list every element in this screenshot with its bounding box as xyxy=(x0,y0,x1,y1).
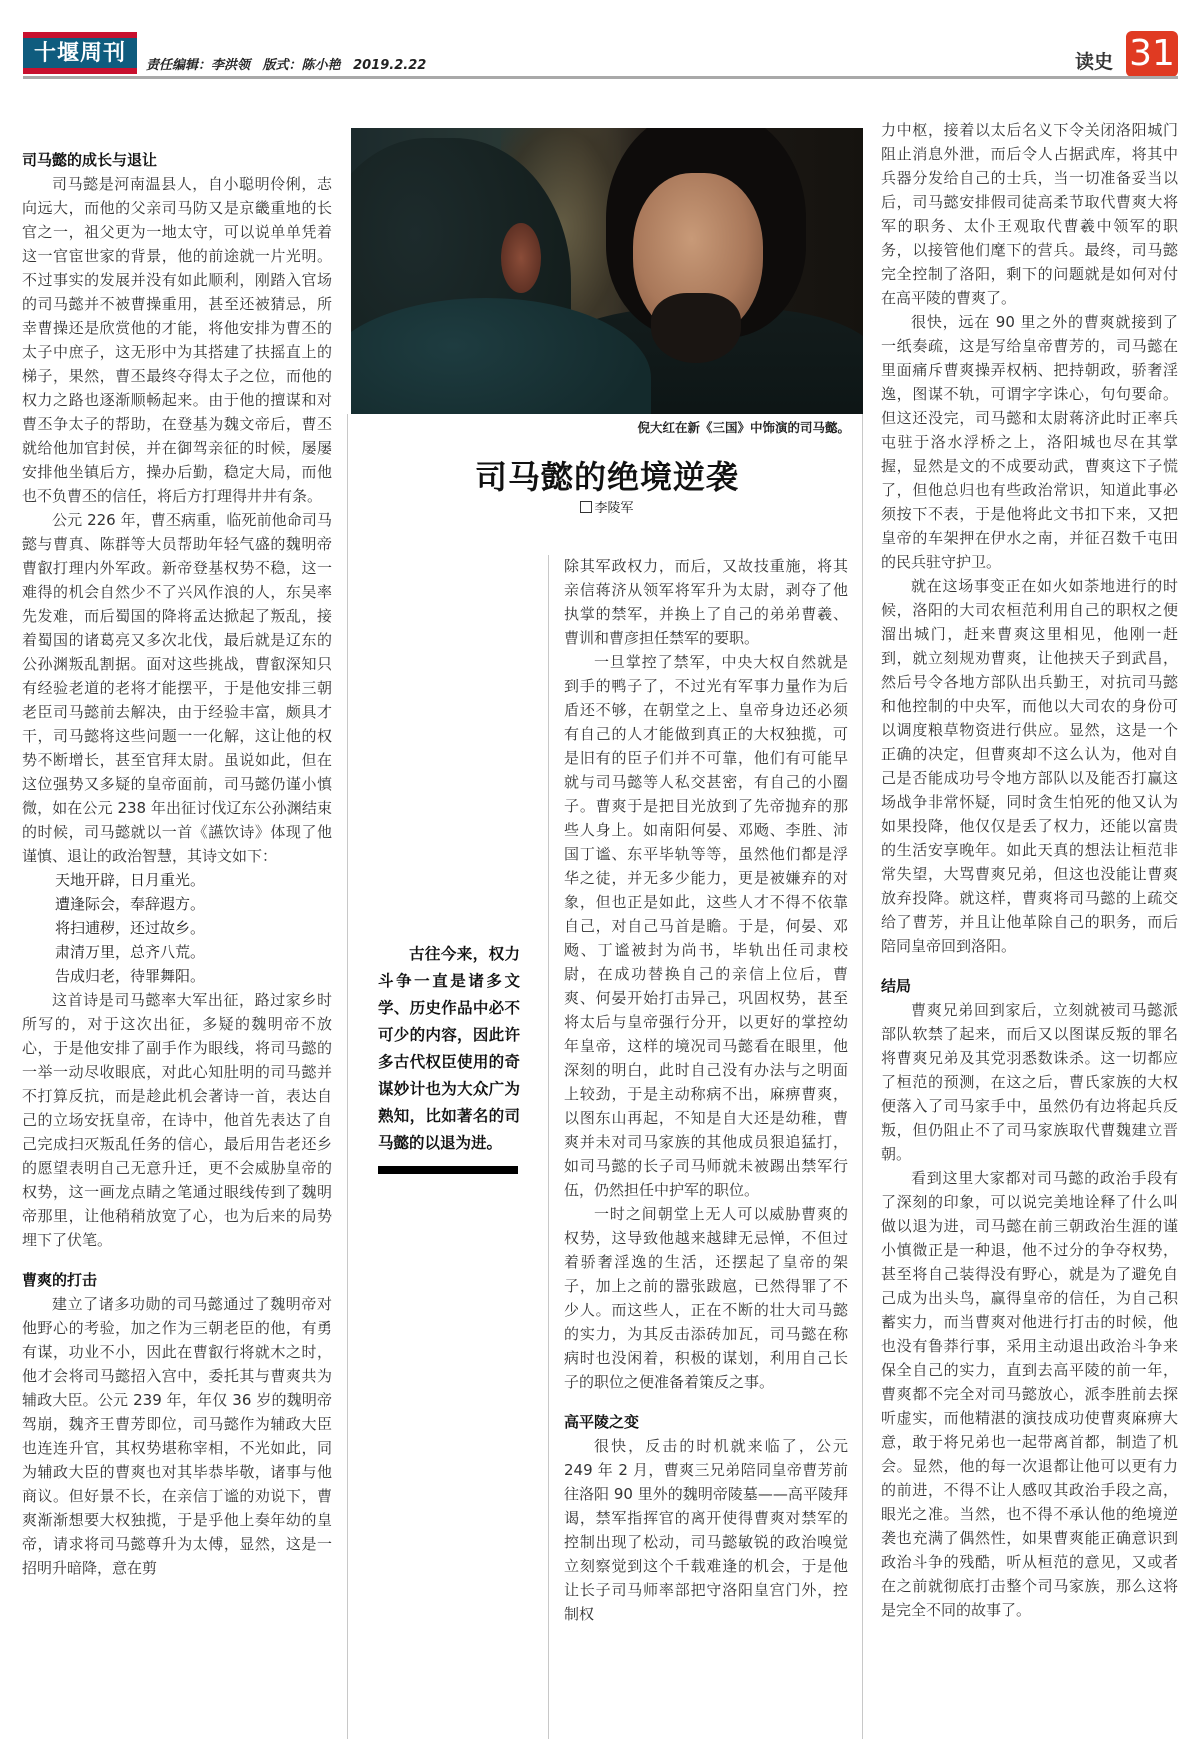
pull-quote: 古往今来，权力斗争一直是诸多文学、历史作品中必不可少的内容，因此许多古代权臣使用的奇谋妙计也为大众广为熟知，比如著名的司马懿的以退为进。 xyxy=(378,944,520,1152)
paragraph: 公元 226 年，曹丕病重，临死前他命司马懿与曹真、陈群等大员帮助年轻气盛的魏明帝曹叡打理内外军政。新帝登基权势不稳，这一难得的机会自然少不了兴风作浪的人，东吴率先发难，而后蜀国的降将孟达掀起了叛乱，接着蜀国的诸葛亮又多次北伐，最后就是辽东的公孙渊叛乱割据。面对这些挑战，曹叡深知只有经验老道的老将才能摆平，于是他安排三朝老臣司马懿前去解决，由于经验丰富，颇具才干，司马懿将这些问题一一化解，这让他的权势不断增长，甚至官拜太尉。虽说如此，但在这位强势又多疑的皇帝面前，司马懿仍谨小慎微，如在公元 238 年出征讨伐辽东公孙渊结束的时候，司马懿就以一首《讌饮诗》体现了他谨慎、退让的政治智慧，其诗文如下： xyxy=(22,511,332,865)
publication-logo xyxy=(23,32,137,74)
header-divider xyxy=(23,76,1178,79)
section-label: 读史 xyxy=(1075,51,1114,73)
publication-logo-text: 十堰周刊 xyxy=(23,38,137,68)
page-number-badge: 31 xyxy=(1126,31,1178,77)
credits-line xyxy=(146,54,434,73)
pull-quote-block xyxy=(378,940,520,1174)
paragraph: 很快，远在 90 里之外的曹爽就接到了一纸奏疏，这是写给皇帝曹芳的，司马懿在里面痛斥曹爽操弄权柄、把持朝政，骄奢淫逸，图谋不轨，可谓字字诛心，句句要命。但这还没完，司马懿和太尉蒋济此时正率兵屯驻于洛水浮桥之上，洛阳城也尽在其掌握，显然是文的不成要动武，曹爽这下子慌了，但他总归也有些政治常识，知道此事必须按下不表，于是他将此文书扣下来，又把皇帝的车架押在伊水之南，并征召数千屯田的民兵驻守护卫。 xyxy=(881,313,1178,571)
poem-line: 告成归老，待罪舞阳。 xyxy=(55,967,206,985)
column-divider xyxy=(347,414,348,1739)
poem xyxy=(22,868,332,988)
byline-box-icon xyxy=(580,501,592,513)
paragraph: 很快，反击的时机就来临了，公元 249 年 2 月，曹爽三兄弟陪同皇帝曹芳前往洛阳 90 里外的魏明帝陵墓——高平陵拜谒，禁军指挥官的离开使得曹爽对禁军的控制出现了松动，司马懿敏锐的政治嗅觉立刻察觉到这个千载难逢的机会，于是他让长子司马师率部把守洛阳皇宫门外，控制权 xyxy=(564,1437,848,1623)
paragraph: 力中枢，接着以太后名义下令关闭洛阳城门阻止消息外泄，而后令人占据武库，将其中兵器分发给自己的士兵，当一切准备妥当以后，司马懿安排假司徒高柔节取代曹爽大将军的职务、太仆王观取代曹羲中领军的职务，以接管他们麾下的营兵。最终，司马懿完全控制了洛阳，剩下的问题就是如何对付在高平陵的曹爽了。 xyxy=(881,121,1178,307)
paragraph: 曹爽兄弟回到家后，立刻就被司马懿派部队软禁了起来，而后又以图谋反叛的罪名将曹爽兄弟及其党羽悉数诛杀。这一切都应了桓范的预测，在这之后，曹氏家族的大权便落入了司马家手中，虽然仍有边将起兵反叛，但仍阻止不了司马家族取代曹魏建立晋朝。 xyxy=(881,1001,1178,1163)
article-column-1 xyxy=(22,148,332,1580)
section-heading: 曹爽的打击 xyxy=(22,1271,98,1289)
layout-credit: 版式：陈小艳 xyxy=(262,58,341,73)
column-divider xyxy=(862,414,863,1739)
paragraph: 司马懿是河南温县人，自小聪明伶俐，志向远大，而他的父亲司马防又是京畿重地的长官之一，祖父更为一地太守，可以说单单凭着这一官宦世家的背景，他的前途就一片光明。不过事实的发展并没有如此顺利，刚踏入官场的司马懿并不被曹操重用，甚至还被猜忌，所幸曹操还是欣赏他的才能，将他安排为曹丕的太子中庶子，这无形中为其搭建了扶摇直上的梯子，果然，曹丕最终夺得太子之位，而他的权力之路也逐渐顺畅起来。由于他的擅谋和对曹丕争太子的帮助，在登基为魏文帝后，曹丕就给他加官封侯，并在御驾亲征的时候，屡屡安排他坐镇后方，操办后勤，稳定大局，而他也不负曹丕的信任，将后方打理得井井有条。 xyxy=(22,175,332,505)
paragraph: 看到这里大家都对司马懿的政治手段有了深刻的印象，可以说完美地诠释了什么叫做以退为进，司马懿在前三朝政治生涯的谨小慎微正是一种退，他不过分的争夺权势，甚至将自己装得没有野心，就是为了避免自己成为出头鸟，赢得皇帝的信任，为自己积蓄实力，而当曹爽对他进行打击的时候，他也没有鲁莽行事，采用主动退出政治斗争来保全自己的实力，直到去高平陵的前一年，曹爽都不完全对司马懿放心，派李胜前去探听虚实，而他精湛的演技成功使曹爽麻痹大意，敢于将兄弟也一起带离首都，制造了机会。显然，他的每一次退都让他可以更有力的前进，不得不让人感叹其政治手段之高，眼光之准。当然，也不得不承认他的绝境逆袭也充满了偶然性，如果曹爽能正确意识到政治斗争的残酷，听从桓范的意见，又或者在之前就彻底打击整个司马家族，那么这将是完全不同的故事了。 xyxy=(881,1169,1178,1619)
author-name: 李陵军 xyxy=(594,501,634,516)
byline xyxy=(351,497,863,516)
paragraph: 这首诗是司马懿率大军出征，路过家乡时所写的，对于这次出征，多疑的魏明帝不放心，于是他安排了副手作为眼线，将司马懿的一举一动尽收眼底，对此心知肚明的司马懿并不打算反抗，而是趁此机会著诗一首，表达自己的立场安抚皇帝，在诗中，他首先表达了自己完成扫灭叛乱任务的信心，最后用告老还乡的愿望表明自己无意升迁，更不会威胁皇帝的权势，这一画龙点睛之笔通过眼线传到了魏明帝那里，让他稍稍放宽了心，也为后来的局势埋下了伏笔。 xyxy=(22,991,332,1249)
editor-credit: 责任编辑：李洪领 xyxy=(146,58,251,73)
photo-caption: 倪大红在新《三国》中饰演的司马懿。 xyxy=(637,420,850,435)
section-heading: 司马懿的成长与退让 xyxy=(22,151,158,169)
section-heading: 高平陵之变 xyxy=(564,1413,640,1431)
pull-quote-bar xyxy=(378,1166,518,1174)
paragraph: 一旦掌控了禁军，中央大权自然就是到手的鸭子了，不过光有军事力量作为后盾还不够，在朝堂之上、皇帝身边还必须有自己的人才能做到真正的大权独揽，可是旧有的臣子们并不可靠，他们有可能早就与司马懿等人私交甚密，有自己的小圈子。曹爽于是把目光放到了先帝抛弃的那些人身上。如南阳何晏、邓飏、李胜、沛国丁谧、东平毕轨等等，虽然他们都是浮华之徒，并无多少能力，更是被嫌弃的对象，但也正是如此，这些人才不得不依靠自己，对自己马首是瞻。于是，何晏、邓飏、丁谧被封为尚书，毕轨出任司隶校尉，在成功替换自己的亲信上位后，曹爽、何晏开始打击异己，巩固权势，甚至将太后与皇帝强行分开，以更好的掌控幼年皇帝，这样的境况司马懿看在眼里，他深刻的明白，此时自己没有办法与之明面上较劲，于是主动称病不出，麻痹曹爽，以图东山再起，不知是自大还是幼稚，曹爽并未对司马家族的其他成员狠追猛打，如司马懿的长子司马师就未被踢出禁军行伍，仍然担任中护军的职位。 xyxy=(564,653,848,1199)
poem-line: 天地开辟，日月重光。 xyxy=(55,871,206,889)
issue-date: 2019.2.22 xyxy=(353,58,427,73)
column-divider xyxy=(548,555,549,1739)
article-column-4 xyxy=(881,118,1178,1622)
poem-line: 遭逢际会，奉辞遐方。 xyxy=(55,895,206,913)
poem-line: 将扫逋秽，还过故乡。 xyxy=(55,919,206,937)
paragraph: 一时之间朝堂上无人可以威胁曹爽的权势，这导致他越来越肆无忌惮，不但过着骄奢淫逸的生活，还摆起了皇帝的架子，加上之前的嚣张跋扈，已然得罪了不少人。而这些人，正在不断的壮大司马懿的实力，为其反击添砖加瓦，司马懿在称病时也没闲着，积极的谋划，利用自己长子的职位之便准备着策反之事。 xyxy=(564,1205,848,1391)
paragraph: 就在这场事变正在如火如荼地进行的时候，洛阳的大司农桓范利用自己的职权之便溜出城门，赶来曹爽这里相见，他刚一赶到，就立刻规劝曹爽，让他挟天子到武昌，然后号令各地方部队出兵勤王，对抗司马懿和他控制的中央军，而他以大司农的身份可以调度粮草物资进行供应。显然，这是一个正确的决定，但曹爽却不这么认为，他对自己是否能成功号令地方部队以及能否打赢这场战争非常怀疑，同时贪生怕死的他又认为如果投降，他仅仅是丢了权力，还能以富贵的生活安享晚年。如此天真的想法让桓范非常失望，大骂曹爽兄弟，但这也没能让曹爽放弃投降。就这样，曹爽将司马懿的上疏交给了曹芳，并且让他革除自己的职务，而后陪同皇帝回到洛阳。 xyxy=(881,577,1178,955)
article-photo xyxy=(351,128,863,414)
paragraph: 除其军政权力，而后，又故技重施，将其亲信蒋济从领军将军升为太尉，剥夺了他执掌的禁军，并换上了自己的弟弟曹羲、曹训和曹彦担任禁军的要职。 xyxy=(564,557,848,647)
paragraph: 建立了诸多功勋的司马懿通过了魏明帝对他野心的考验，加之作为三朝老臣的他，有勇有谋，功业不小，因此在曹叡行将就木之时，他才会将司马懿招入宫中，委托其与曹爽共为辅政大臣。公元 239 年，年仅 36 岁的魏明帝驾崩，魏齐王曹芳即位，司马懿作为辅政大臣也连连升官，其权势堪称宰相，不光如此，同为辅政大臣的曹爽也对其毕恭毕敬，诸事与他商议。但好景不长，在亲信丁谧的劝说下，曹爽渐渐想要大权独揽，于是乎他上奏年幼的皇帝，请求将司马懿尊升为太傅，显然，这是一招明升暗降，意在剪 xyxy=(22,1295,332,1577)
poem-line: 肃清万里，总齐八荒。 xyxy=(55,943,206,961)
section-heading: 结局 xyxy=(881,977,912,995)
article-title: 司马懿的绝境逆袭 xyxy=(474,458,739,496)
article-column-3 xyxy=(564,554,848,1626)
